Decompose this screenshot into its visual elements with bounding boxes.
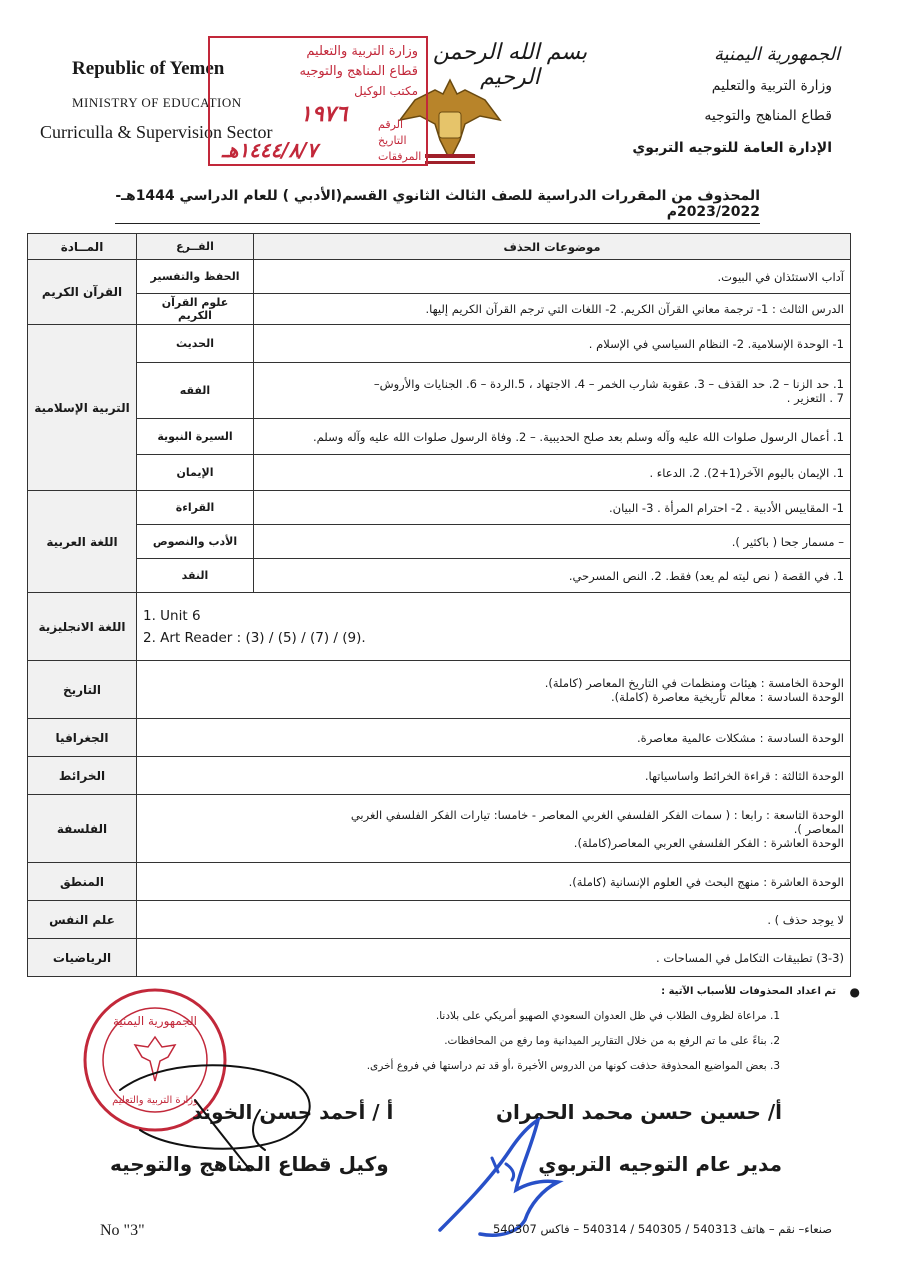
- header-republic-en: Republic of Yemen: [72, 58, 225, 79]
- stamp-label-date: التاريخ: [378, 134, 407, 147]
- text-line: الوحدة العاشرة : الفكر الفلسفي العربي المعاصر(كاملة).: [573, 835, 844, 850]
- table-row: [28, 661, 851, 719]
- subject-maps: الخرائط: [28, 757, 137, 795]
- deleted-topics-table: [27, 233, 851, 977]
- subject-psychology: علم النفس: [28, 901, 137, 939]
- subject-logic: المنطق: [28, 863, 137, 901]
- cell-philosophy: [137, 795, 851, 863]
- table-row: [28, 491, 851, 525]
- notes-heading: تم اعداد المحذوفات للأسباب الآتية :: [661, 986, 836, 997]
- stamp-line-3: مكتب الوكيل: [354, 84, 418, 98]
- stamp-number: ١٩٧٦: [300, 102, 348, 127]
- cell-arabic-r3: 1. في القصة ( نص ليته لم يعد) فقط. 2. النص المسرحي.: [254, 559, 851, 593]
- table-row: [28, 719, 851, 757]
- table-row: [28, 525, 851, 559]
- footer-contact: صنعاء– نقم – هاتف 540313 / 540305 / 540314 – فاكس 540307: [492, 1222, 832, 1236]
- text-line: 1. حد الزنا – 2. حد القذف – 3. عقوبة شارب الخمر – 4. الاجتهاد ، 5.الردة – 6. الجنايات والأروش–: [373, 376, 844, 391]
- text-line: الوحدة السادسة : معالم تأريخية معاصرة (كاملة).: [611, 689, 844, 704]
- text-line: الوحدة التاسعة : رابعا : ( سمات الفكر الفلسفي الغربي المعاصر - خامسا: تيارات الفكر الفلسفي الغربي: [350, 807, 844, 822]
- branch-islamic-r2: الفقه: [137, 363, 254, 419]
- page-number: No "3": [100, 1222, 145, 1239]
- signatory-left-title: وكيل قطاع المناهج والتوجيه: [110, 1152, 389, 1176]
- table-row: [28, 260, 851, 294]
- document-title: المحذوف من المقررات الدراسية للصف الثالث الثانوي القسم(الأدبي ) للعام الدراسي 1444هـ- 2023/2022م: [115, 188, 760, 224]
- table-row: [28, 363, 851, 419]
- signatory-right-title: مدير عام التوجيه التربوي: [538, 1152, 782, 1176]
- header-sector-en: Curriculla & Supervision Sector: [40, 122, 273, 142]
- branch-arabic-r3: النقد: [137, 559, 254, 593]
- branch-islamic-r4: الإيمان: [137, 455, 254, 491]
- bullet-icon: ●: [849, 985, 860, 999]
- branch-islamic-r1: الحديث: [137, 325, 254, 363]
- cell-math: (3-3) تطبيقات التكامل في المساحات .: [137, 939, 851, 977]
- table-row: [28, 294, 851, 325]
- text-line: المعاصر ).: [793, 821, 844, 836]
- subject-islamic: التربية الإسلامية: [28, 325, 137, 491]
- cell-english: [137, 593, 851, 661]
- header-subject: المــادة: [28, 234, 137, 260]
- stamp-line-1: وزارة التربية والتعليم: [306, 44, 418, 59]
- subject-math: الرياضيات: [28, 939, 137, 977]
- cell-logic: الوحدة العاشرة : منهج البحث في العلوم الإنسانية (كاملة).: [137, 863, 851, 901]
- header-ministry-en: MINISTRY OF EDUCATION: [72, 95, 242, 110]
- cell-islamic-r2: [254, 363, 851, 419]
- signatory-right-name: أ/ حسين حسن محمد الحمران: [495, 1100, 782, 1124]
- text-line: 2. Art Reader : (3) / (5) / (7) / (9).: [143, 629, 366, 646]
- text-line: 1. Unit 6: [143, 607, 201, 624]
- table-row: [28, 325, 851, 363]
- table-row: [28, 419, 851, 455]
- branch-arabic-r1: القراءة: [137, 491, 254, 525]
- table-row: [28, 901, 851, 939]
- header-branch: الفــرع: [137, 234, 254, 260]
- round-stamp-line-2: وزارة التربية والتعليم: [112, 1095, 198, 1106]
- stamp-line-2: قطاع المناهج والتوجيه: [299, 64, 418, 79]
- subject-geography: الجغرافيا: [28, 719, 137, 757]
- cell-quran-r2: الدرس الثالث : 1- ترجمة معاني القرآن الكريم. 2- اللغات التي ترجم القرآن الكريم إليها.: [254, 294, 851, 325]
- branch-quran-r2: علوم القرآن الكريم: [137, 294, 254, 325]
- subject-philosophy: الفلسفة: [28, 795, 137, 863]
- handwritten-signature-black: [100, 1050, 340, 1190]
- header-topics: موضوعات الحذف: [254, 234, 851, 260]
- stamp-date: ١٤٤٤/٨/٧هـ: [222, 138, 318, 162]
- subject-arabic: اللغة العربية: [28, 491, 137, 593]
- basmala-calligraphy: بسم الله الرحمن الرحيم: [432, 40, 588, 90]
- header-sector-ar: قطاع المناهج والتوجيه: [704, 108, 832, 124]
- header-republic-ar: الجمهورية اليمنية: [713, 44, 840, 65]
- note-item: 2. بناءً على ما تم الرفع به من خلال التقارير الميدانية وما رفع من المحافظات.: [444, 1035, 780, 1047]
- cell-geography: الوحدة السادسة : مشكلات عالمية معاصرة.: [137, 719, 851, 757]
- cell-psychology: لا يوجد حذف ) .: [137, 901, 851, 939]
- branch-quran-r1: الحفظ والتفسير: [137, 260, 254, 294]
- cell-quran-r1: آداب الاستئذان في البيوت.: [254, 260, 851, 294]
- subject-english: اللغة الانجليزية: [28, 593, 137, 661]
- subject-history: التاريخ: [28, 661, 137, 719]
- table-row: [28, 939, 851, 977]
- cell-islamic-r4: 1. الإيمان باليوم الآخر(1+2). 2. الدعاء .: [254, 455, 851, 491]
- cell-arabic-r2: – مسمار جحا ( باكثير ).: [254, 525, 851, 559]
- signatory-left-name: أ / أحمد حسن الخوند: [192, 1100, 394, 1124]
- cell-islamic-r1: 1- الوحدة الإسلامية. 2- النظام السياسي في الإسلام .: [254, 325, 851, 363]
- header-ministry-ar: وزارة التربية والتعليم: [711, 78, 832, 94]
- stamp-label-number: الرقم: [378, 118, 404, 131]
- text-line: الوحدة الخامسة : هيئات ومنظمات في التاريخ المعاصر (كاملة).: [544, 675, 844, 690]
- table-row: [28, 757, 851, 795]
- cell-arabic-r1: 1- المقاييس الأدبية . 2- احترام المرأة . 3- البيان.: [254, 491, 851, 525]
- table-row: [28, 593, 851, 661]
- branch-arabic-r2: الأدب والنصوص: [137, 525, 254, 559]
- cell-maps: الوحدة الثالثة : قراءة الخرائط واساسياتها.: [137, 757, 851, 795]
- stamp-label-attachments: المرفقات: [378, 150, 422, 163]
- cell-islamic-r3: 1. أعمال الرسول صلوات الله عليه وآله وسلم بعد صلح الحديبية. – 2. وفاة الرسول صلوات الله عليه وآله وسلم.: [254, 419, 851, 455]
- subject-quran: القرآن الكريم: [28, 260, 137, 325]
- note-item: 1. مراعاة لظروف الطلاب في ظل العدوان السعودي الصهيو أمريكي على بلادنا.: [435, 1010, 780, 1022]
- table-header-row: [28, 234, 851, 260]
- note-item: 3. بعض المواضيع المحذوفة حذفت كونها من الدروس الأخيرة ،أو قد تم دراستها في فروع أخرى.: [366, 1060, 780, 1072]
- text-line: 7 . التعزير .: [786, 390, 844, 405]
- table-row: [28, 455, 851, 491]
- table-row: [28, 559, 851, 593]
- branch-islamic-r3: السيرة النبوية: [137, 419, 254, 455]
- incoming-stamp: [208, 36, 428, 166]
- table-row: [28, 863, 851, 901]
- cell-history: [137, 661, 851, 719]
- header-directorate-ar: الإدارة العامة للتوجيه التربوي: [632, 140, 832, 156]
- table-row: [28, 795, 851, 863]
- round-stamp-line-1: الجمهورية اليمنية: [112, 1014, 198, 1028]
